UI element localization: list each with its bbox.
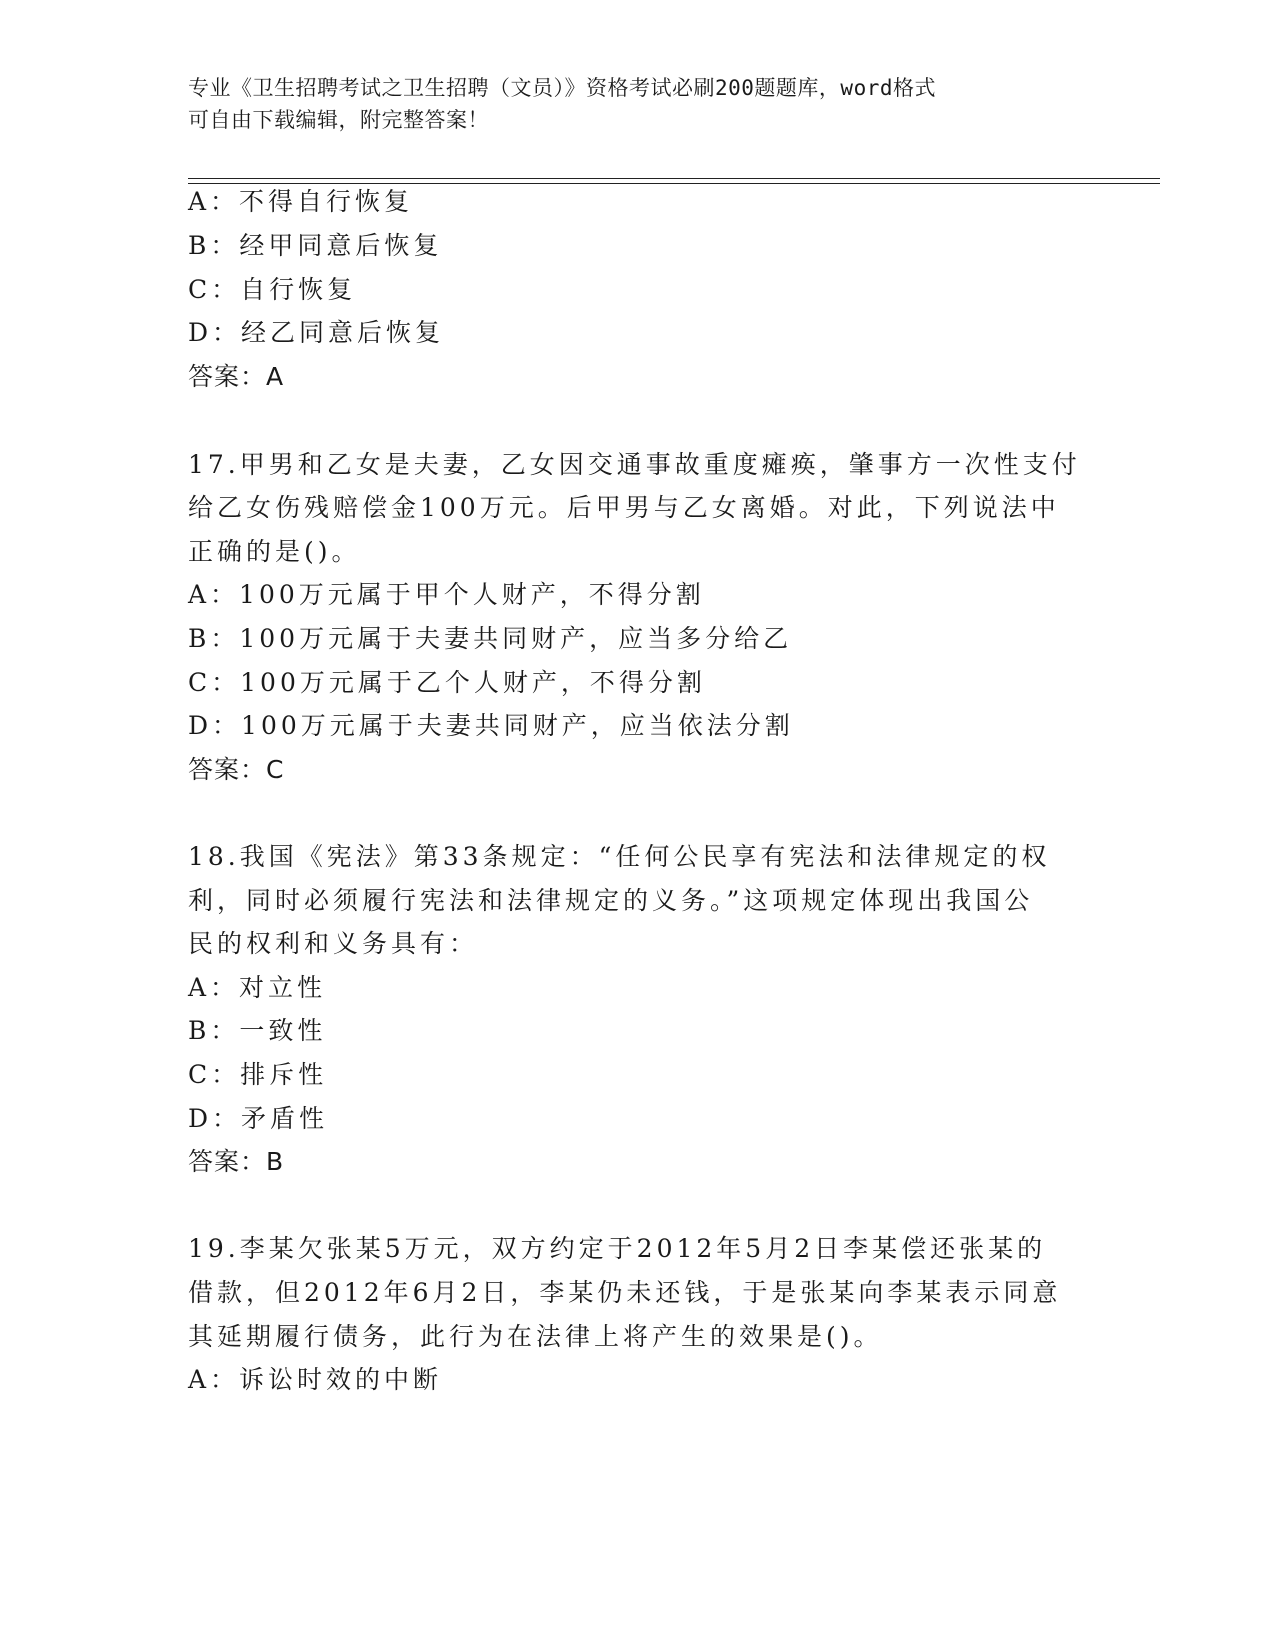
question-stem-line: 给乙女伤残赔偿金100万元。后甲男与乙女离婚。对此，下列说法中 — [188, 493, 1060, 522]
option-b: B：经甲同意后恢复 — [188, 231, 443, 260]
option-d: D：100万元属于夫妻共同财产，应当依法分割 — [188, 711, 794, 740]
question-stem-line: 借款，但2012年6月2日，李某仍未还钱，于是张某向李某表示同意 — [188, 1278, 1062, 1307]
answer: 答案：A — [188, 362, 285, 391]
question-stem-line: 民的权利和义务具有： — [188, 929, 479, 958]
header-rule-bottom — [188, 183, 1160, 184]
answer: 答案：B — [188, 1147, 285, 1176]
question-stem-line: 18.我国《宪法》第33条规定：“任何公民享有宪法和法律规定的权 — [188, 842, 1051, 871]
question-stem-line: 利，同时必须履行宪法和法律规定的义务。”这项规定体现出我国公 — [188, 886, 1034, 915]
question-stem-line: 正确的是()。 — [188, 537, 361, 566]
option-d: D：经乙同意后恢复 — [188, 318, 445, 347]
question-stem-line: 19.李某欠张某5万元，双方约定于2012年5月2日李某偿还张某的 — [188, 1234, 1047, 1263]
option-c: C：排斥性 — [188, 1060, 328, 1089]
answer: 答案：C — [188, 755, 285, 784]
option-c: C：100万元属于乙个人财产，不得分割 — [188, 668, 706, 697]
option-a: A：诉讼时效的中断 — [188, 1365, 443, 1394]
option-a: A：100万元属于甲个人财产，不得分割 — [188, 580, 705, 609]
option-a: A：对立性 — [188, 973, 327, 1002]
document-header — [188, 72, 1068, 136]
option-c: C：自行恢复 — [188, 275, 357, 304]
header-line-2: 可自由下载编辑，附完整答案！ — [188, 108, 489, 132]
option-d: D：矛盾性 — [188, 1104, 329, 1133]
header-rule-top — [188, 178, 1160, 179]
option-b: B：100万元属于夫妻共同财产，应当多分给乙 — [188, 624, 793, 653]
option-b: B：一致性 — [188, 1016, 327, 1045]
question-stem-line: 其延期履行债务，此行为在法律上将产生的效果是()。 — [188, 1322, 883, 1351]
question-stem-line: 17.甲男和乙女是夫妻，乙女因交通事故重度瘫痪，肇事方一次性支付 — [188, 450, 1081, 479]
header-line-1: 专业《卫生招聘考试之卫生招聘（文员）》资格考试必刷200题题库，word格式 — [188, 76, 936, 100]
option-a: A：不得自行恢复 — [188, 187, 414, 216]
